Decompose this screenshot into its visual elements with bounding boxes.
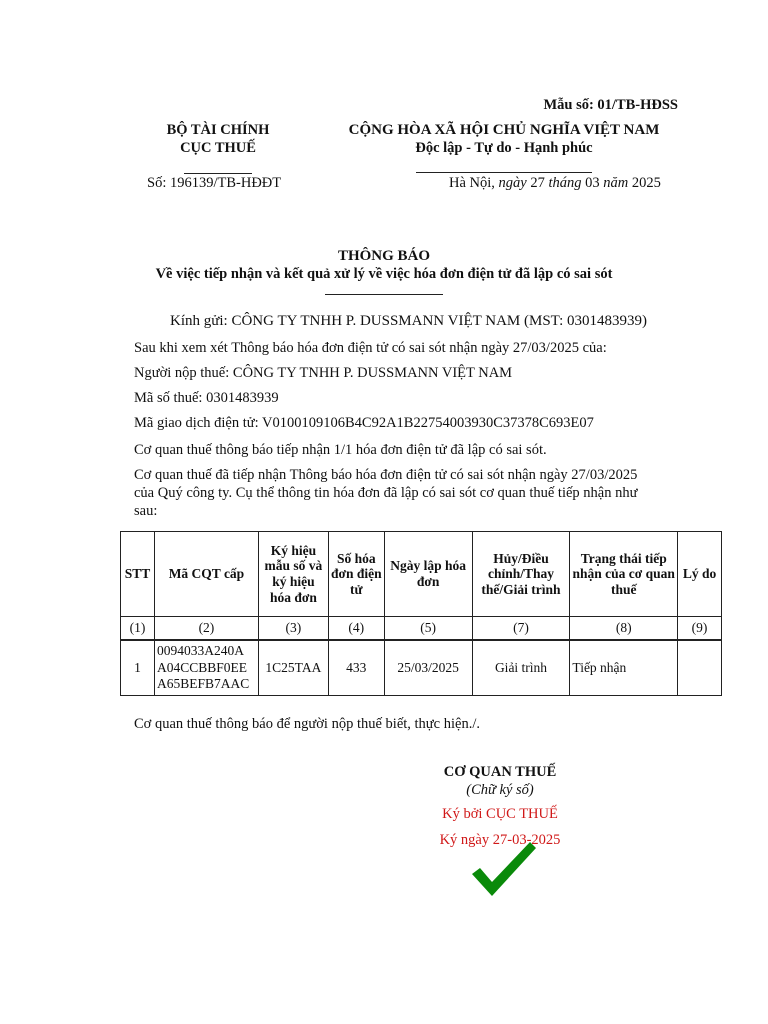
signature-note: (Chữ ký số)	[466, 782, 534, 798]
notice-subtitle: Về việc tiếp nhận và kết quả xử lý về việc hóa đơn điện tử đã lập có sai sót	[155, 266, 613, 282]
header-loai: Hủy/Điều chỉnh/Thay thế/Giải trình	[472, 532, 570, 617]
date-word-day: ngày	[498, 175, 527, 191]
body-paragraph-6-line-2: của Quý công ty. Cụ thể thông tin hóa đơn đã lập có sai sót cơ quan thuế tiếp nhận như	[134, 485, 638, 501]
cell-ma-cqt-line-1: 0094033A240A	[156, 642, 244, 658]
transaction-code: Mã giao dịch điện tử: V0100109106B4C92A1B22754003930C37378C693E07	[134, 415, 594, 431]
body-paragraph-5: Cơ quan thuế thông báo tiếp nhận 1/1 hóa đơn điện tử đã lập có sai sót.	[134, 442, 547, 458]
col-number: (3)	[258, 617, 328, 641]
body-paragraph-6-line-3: sau:	[134, 503, 158, 519]
cell-ma-cqt-line-2: A04CCBBF0EE	[156, 659, 247, 675]
issuer-ministry: BỘ TÀI CHÍNH	[166, 122, 270, 138]
place-date	[449, 175, 661, 192]
signed-by: Ký bởi CỤC THUẾ	[442, 806, 558, 822]
form-code: Mẫu số: 01/TB-HĐSS	[543, 97, 678, 113]
cell-ky-hieu: 1C25TAA	[258, 640, 328, 696]
notice-title: THÔNG BÁO	[337, 248, 431, 264]
col-number: (8)	[570, 617, 678, 641]
body-paragraph-1: Sau khi xem xét Thông báo hóa đơn điện tử có sai sót nhận ngày 27/03/2025 của:	[134, 340, 607, 356]
cell-ly-do	[678, 640, 722, 696]
date-word-month: tháng	[548, 175, 582, 191]
col-number: (4)	[328, 617, 384, 641]
cell-loai: Giải trình	[472, 640, 570, 696]
col-number: (7)	[472, 617, 570, 641]
cell-ngay-lap: 25/03/2025	[384, 640, 472, 696]
issuer-underline	[184, 173, 252, 174]
invoice-table	[120, 531, 722, 696]
nation-motto: Độc lập - Tự do - Hạnh phúc	[415, 140, 593, 156]
document-number: Số: 196139/TB-HĐĐT	[147, 175, 282, 191]
col-number: (2)	[154, 617, 258, 641]
header-ma-cqt: Mã CQT cấp	[154, 532, 258, 617]
col-number: (9)	[678, 617, 722, 641]
header-stt: STT	[121, 532, 155, 617]
header-so-hoa-don: Số hóa đơn điện tử	[328, 532, 384, 617]
header-trang-thai: Trạng thái tiếp nhận của cơ quan thuế	[570, 532, 678, 617]
col-number: (5)	[384, 617, 472, 641]
table-header-row	[121, 532, 722, 617]
place: Hà Nội,	[449, 175, 495, 191]
nation-name: CỘNG HÒA XÃ HỘI CHỦ NGHĨA VIỆT NAM	[348, 122, 660, 138]
date-day: 27	[530, 175, 545, 191]
tax-code: Mã số thuế: 0301483939	[134, 390, 279, 406]
closing-sentence: Cơ quan thuế thông báo để người nộp thuế biết, thực hiện./.	[134, 716, 480, 732]
date-word-year: năm	[603, 175, 629, 191]
signed-date: Ký ngày 27-03-2025	[439, 832, 561, 848]
cell-trang-thai: Tiếp nhận	[570, 640, 678, 696]
cell-ma-cqt	[154, 640, 258, 696]
header-ngay-lap: Ngày lập hóa đơn	[384, 532, 472, 617]
header-ly-do: Lý do	[678, 532, 722, 617]
table-number-row	[121, 617, 722, 641]
cell-stt: 1	[121, 640, 155, 696]
nation-underline	[416, 172, 592, 173]
header-ky-hieu: Ký hiệu mẫu số và ký hiệu hóa đơn	[258, 532, 328, 617]
date-year: 2025	[631, 175, 661, 191]
issuer-department: CỤC THUẾ	[180, 140, 256, 156]
taxpayer-name: Người nộp thuế: CÔNG TY TNHH P. DUSSMANN VIỆT NAM	[134, 365, 513, 381]
body-paragraph-6-line-1: Cơ quan thuế đã tiếp nhận Thông báo hóa đơn điện tử có sai sót nhận ngày 27/03/2025	[134, 467, 638, 483]
col-number: (1)	[121, 617, 155, 641]
check-mark-icon	[468, 838, 540, 900]
cell-so-hoa-don: 433	[328, 640, 384, 696]
cell-ma-cqt-line-3: A65BEFB7AAC	[156, 676, 250, 692]
signature-org: CƠ QUAN THUẾ	[443, 764, 557, 780]
recipient-line: Kính gửi: CÔNG TY TNHH P. DUSSMANN VIỆT NAM (MST: 0301483939)	[170, 313, 648, 329]
table-row	[121, 640, 722, 696]
date-month: 03	[585, 175, 600, 191]
title-underline	[325, 294, 443, 295]
